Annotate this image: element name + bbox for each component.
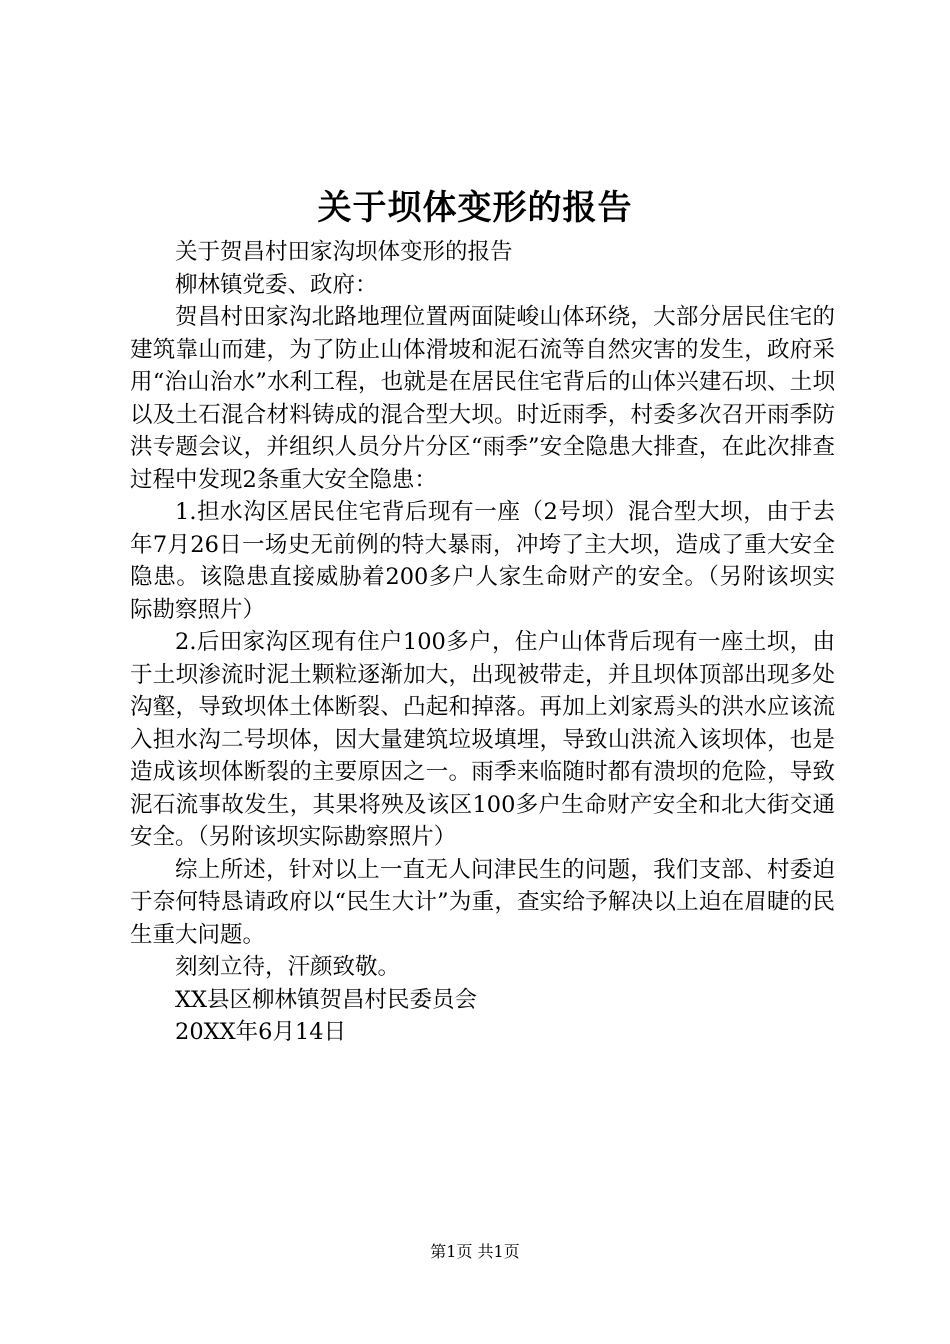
page-footer: 第1页 共1页: [430, 1242, 520, 1261]
document-title: 关于坝体变形的报告: [317, 188, 633, 228]
paragraph-summary: 综上所述，针对以上一直无人问津民生的问题，我们支部、村委迫于奈何特恳请政府以“民生大计”为重，查实给予解决以上迫在眉睫的民生重大问题。: [130, 856, 835, 948]
signature-line: XX县区柳林镇贺昌村民委员会: [175, 986, 478, 1013]
date-line: 20XX年6月14日: [175, 1019, 347, 1045]
report-subtitle: 关于贺昌村田家沟坝体变形的报告: [175, 239, 513, 265]
document-body: [130, 236, 835, 1049]
paragraph-item-2: 2.后田家沟区现有住户100多户，住户山体背后现有一座土坝，由于土坝渗流时泥土颗粒逐渐加大，出现被带走，并且坝体顶部出现多处沟壑，导致坝体土体断裂、凸起和掉落。再加上刘家焉头的洪水应该流入担水沟二号坝体，因大量建筑垃圾填埋，导致山洪流入该坝体，也是造成该坝体断裂的主要原因之一。雨季来临随时都有溃坝的危险，导致泥石流事故发生，其果将殃及该区100多户生命财产安全和北大街交通安全。（另附该坝实际勘察照片）: [130, 629, 835, 850]
paragraph-closing: 刻刻立待，汗颜致敬。: [175, 954, 401, 980]
paragraph-item-1: 1.担水沟区居民住宅背后现有一座（2号坝）混合型大坝，由于去年7月26日一场史无前例的特大暴雨，冲垮了主大坝，造成了重大安全隐患。该隐患直接威胁着200多户人家生命财产的安全。（另附该坝实际勘察照片）: [130, 499, 835, 623]
addressee-line: 柳林镇党委、政府：: [175, 271, 378, 298]
paragraph-intro: 贺昌村田家沟北路地理位置两面陡峻山体环绕，大部分居民住宅的建筑靠山而建，为了防止山体滑坡和泥石流等自然灾害的发生，政府采用“治山治水”水利工程，也就是在居民住宅背后的山体兴建石坝、土坝以及土石混合材料铸成的混合型大坝。时近雨季，村委多次召开雨季防洪专题会议，并组织人员分片分区“雨季”安全隐患大排查，在此次排查过程中发现2条重大安全隐患：: [130, 304, 835, 493]
